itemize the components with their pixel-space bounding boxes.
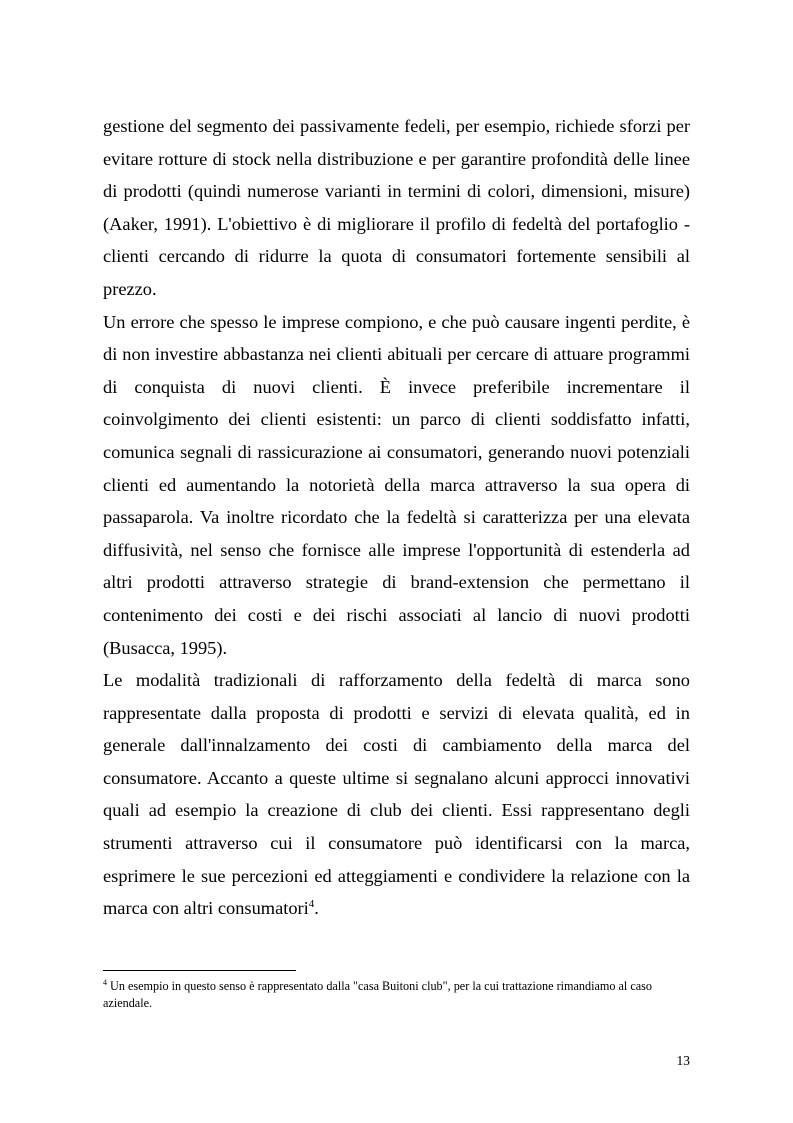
paragraph-2: Un errore che spesso le imprese compiono, e che può causare ingenti perdite, è di non investire abbastanza nei clienti abituali per cercare di attuare programmi di conquista di nuovi clienti. È invece preferibile incrementare il coinvolgimento dei clienti esistenti: un parco di clienti soddisfatto infatti, comunica segnali di rassicurazione ai consumatori, generando nuovi potenziali clienti ed aumentando la notorietà della marca attraverso la sua opera di passaparola. Va inoltre ricordato che la fedeltà si caratterizza per una elevata diffusività, nel senso che fornisce alle imprese l'opportunità di estenderla ad altri prodotti attraverso strategie di brand-extension che permettano il contenimento dei costi e dei rischi associati al lancio di nuovi prodotti (Busacca, 1995).: [103, 311, 690, 658]
footnote-text: Un esempio in questo senso è rappresentato dalla "casa Buitoni club", per la cui trattazione rimandiamo al caso aziendale.: [103, 979, 653, 1010]
footnote-separator: [103, 970, 296, 971]
paragraph-3-text: Le modalità tradizionali di rafforzamento della fedeltà di marca sono rappresentate dalla proposta di prodotti e servizi di elevata qualità, ed in generale dall'innalzamento dei costi di cambiamento della marca del consumatore. Accanto a queste ultime si segnalano alcuni approcci innovativi quali ad esempio la creazione di club dei clienti. Essi rappresentano degli strumenti attraverso cui il consumatore può identificarsi con la marca, esprimere le sue percezioni ed atteggiamenti e condividere la relazione con la marca con altri consumatori: [103, 670, 690, 919]
paragraph-3: [103, 664, 690, 925]
body-text: [103, 110, 690, 925]
footnote: [103, 978, 690, 1012]
paragraph-1: gestione del segmento dei passivamente fedeli, per esempio, richiede sforzi per evitare rotture di stock nella distribuzione e per garantire profondità delle linee di prodotti (quindi numerose varianti in termini di colori, dimensioni, misure) (Aaker, 1991). L'obiettivo è di migliorare il profilo di fedeltà del portafoglio - clienti cercando di ridurre la quota di consumatori fortemente sensibili al prezzo.: [103, 116, 690, 299]
page-number: 13: [676, 1053, 690, 1068]
paragraph-3-tail: .: [314, 898, 319, 919]
footnote-reference[interactable]: 4: [308, 898, 315, 911]
footnote-number: 4: [103, 977, 107, 987]
